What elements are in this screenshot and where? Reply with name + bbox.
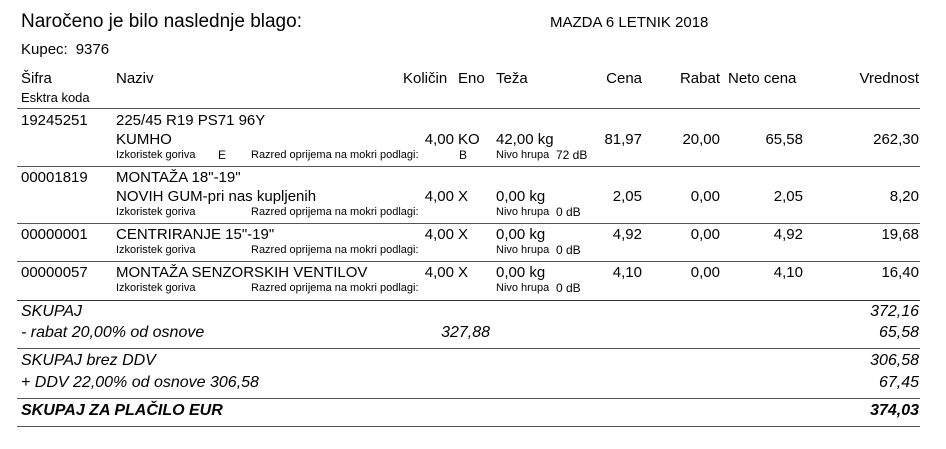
col-teza: Teža	[496, 70, 528, 87]
total-value: 372,16	[870, 303, 919, 320]
total-label: SKUPAJ	[21, 303, 83, 320]
document-title: Naročeno je bilo naslednje blago:	[21, 11, 302, 32]
wet-grip-label: Razred oprijema na mokri podlagi:	[251, 282, 419, 294]
row-divider	[17, 261, 920, 262]
col-ekstra: Esktra koda	[21, 90, 90, 105]
discount-label: - rabat 20,00% od osnove	[21, 324, 205, 341]
vehicle-label: MAZDA 6 LETNIK 2018	[550, 14, 709, 31]
item-code: 00000001	[21, 226, 88, 243]
item-unit: KO	[458, 131, 480, 148]
items-end-divider	[17, 300, 920, 301]
row-divider	[17, 166, 920, 167]
col-naziv: Naziv	[116, 70, 154, 87]
col-cena: Cena	[606, 70, 642, 87]
item-qty: 4,00	[424, 264, 454, 281]
item-code: 00001819	[21, 169, 88, 186]
col-eno: Eno	[458, 70, 485, 87]
noise-value: 0 dB	[556, 205, 581, 219]
item-qty: 4,00	[424, 188, 454, 205]
item-weight: 42,00 kg	[496, 131, 554, 148]
wet-grip-label: Razred oprijema na mokri podlagi:	[251, 149, 419, 161]
grand-total-divider	[17, 398, 920, 399]
vat-label: + DDV 22,00% od osnove 306,58	[21, 374, 259, 391]
item-price: 4,92	[612, 226, 642, 243]
item-name-line1: CENTRIRANJE 15"-19"	[116, 226, 275, 243]
item-discount: 20,00	[682, 131, 720, 148]
item-discount: 0,00	[690, 226, 720, 243]
net-total-label: SKUPAJ brez DDV	[21, 352, 156, 369]
item-price: 81,97	[604, 131, 642, 148]
col-neto: Neto cena	[728, 70, 797, 87]
col-rabat: Rabat	[679, 70, 720, 87]
item-discount: 0,00	[690, 264, 720, 281]
item-discount: 0,00	[690, 188, 720, 205]
discount-value: 65,58	[878, 324, 919, 341]
vat-value: 67,45	[878, 374, 919, 391]
item-code: 00000057	[21, 264, 88, 281]
wet-grip-label: Razred oprijema na mokri podlagi:	[251, 206, 419, 218]
item-name-line2: KUMHO	[116, 131, 172, 148]
item-price: 2,05	[612, 188, 642, 205]
item-weight: 0,00 kg	[496, 226, 546, 243]
item-name-line1: MONTAŽA SENZORSKIH VENTILOV	[116, 264, 368, 281]
item-weight: 0,00 kg	[496, 264, 546, 281]
item-price: 4,10	[612, 264, 642, 281]
item-name-line2: NOVIH GUM-pri nas kupljenih	[116, 188, 317, 205]
item-unit: X	[458, 264, 469, 281]
customer-line	[21, 41, 109, 58]
noise-label: Nivo hrupa	[496, 244, 550, 256]
noise-label: Nivo hrupa	[496, 206, 550, 218]
item-qty: 4,00	[424, 226, 454, 243]
item-value: 16,40	[881, 264, 919, 281]
fuel-label: Izkoristek goriva	[116, 206, 196, 218]
wet-grip-label: Razred oprijema na mokri podlagi:	[251, 244, 419, 256]
wet-grip-class: B	[459, 148, 468, 162]
fuel-class: E	[218, 148, 227, 162]
noise-label: Nivo hrupa	[496, 282, 550, 294]
noise-value: 72 dB	[556, 148, 588, 162]
noise-value: 0 dB	[556, 281, 581, 295]
item-net: 4,92	[773, 226, 803, 243]
col-sifra: Šifra	[21, 70, 52, 87]
row-divider	[17, 223, 920, 224]
fuel-label: Izkoristek goriva	[116, 244, 196, 256]
bottom-divider	[17, 426, 920, 427]
header-divider	[17, 108, 920, 109]
col-vrednost: Vrednost	[859, 70, 919, 87]
noise-label: Nivo hrupa	[496, 149, 550, 161]
item-name-line1: MONTAŽA 18"-19"	[116, 169, 241, 186]
customer-value: 9376	[75, 41, 110, 58]
item-unit: X	[458, 188, 469, 205]
item-net: 2,05	[773, 188, 803, 205]
fuel-label: Izkoristek goriva	[116, 282, 196, 294]
noise-value: 0 dB	[556, 243, 581, 257]
item-code: 19245251	[21, 112, 88, 129]
discount-base: 327,88	[441, 324, 490, 341]
col-kolicina: Količin	[403, 70, 448, 87]
item-net: 65,58	[765, 131, 803, 148]
totals-divider	[17, 348, 920, 349]
item-value: 262,30	[873, 131, 919, 148]
net-total-value: 306,58	[870, 352, 919, 369]
item-value: 8,20	[889, 188, 919, 205]
customer-label: Kupec:	[21, 41, 68, 58]
item-value: 19,68	[881, 226, 919, 243]
item-name-line1: 225/45 R19 PS71 96Y	[116, 112, 266, 129]
item-net: 4,10	[773, 264, 803, 281]
fuel-label: Izkoristek goriva	[116, 149, 196, 161]
grand-total-value: 374,03	[870, 402, 919, 419]
item-weight: 0,00 kg	[496, 188, 546, 205]
grand-total-label: SKUPAJ ZA PLAČILO EUR	[21, 402, 223, 419]
item-qty: 4,00	[424, 131, 454, 148]
item-unit: X	[458, 226, 469, 243]
